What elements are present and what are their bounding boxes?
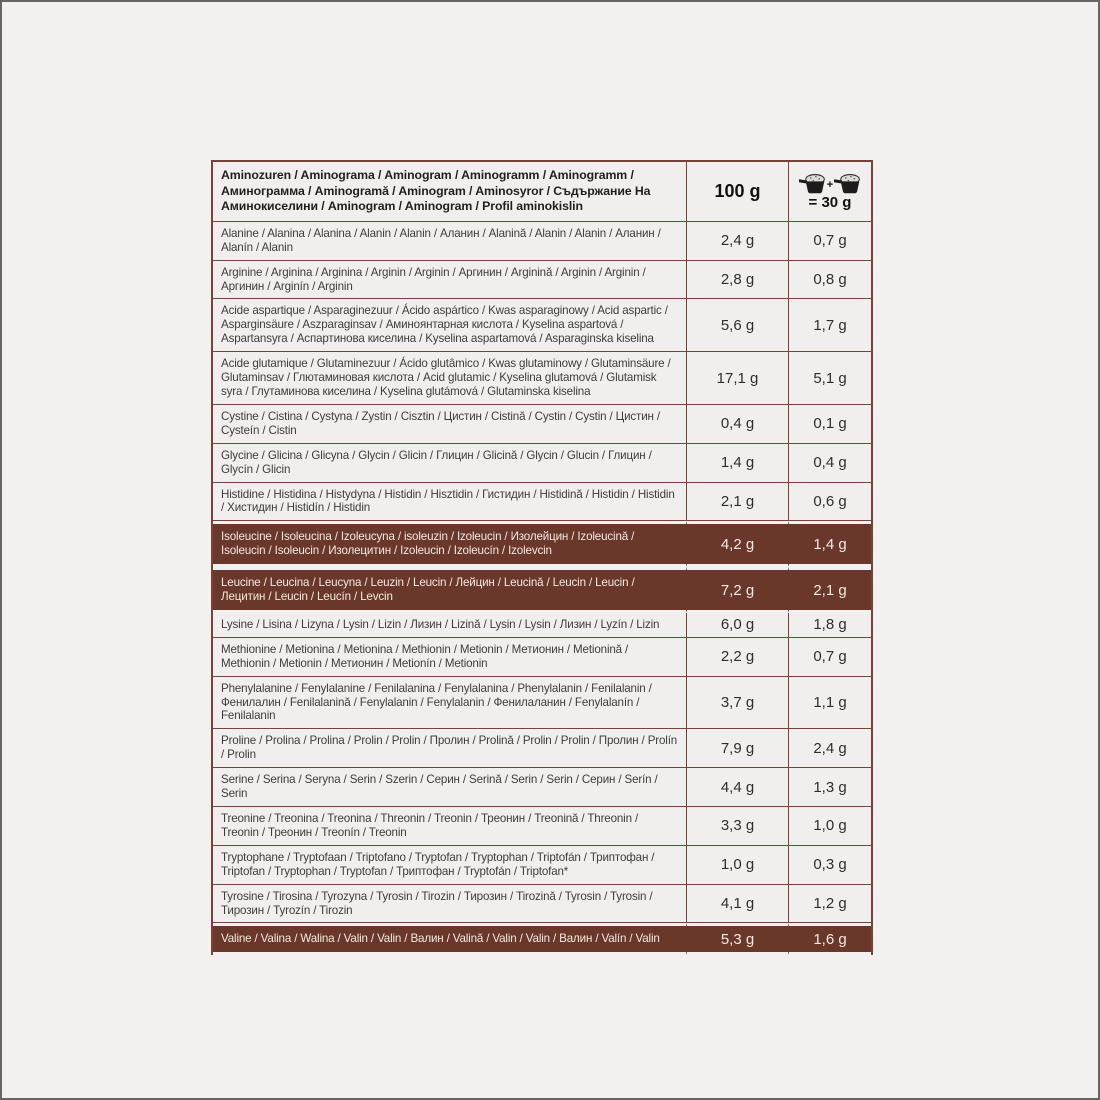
value-per-serving: 1,2 g <box>788 885 871 924</box>
value-per-100g: 17,1 g <box>686 352 788 405</box>
value-per-serving: 5,1 g <box>788 352 871 405</box>
table-header-row <box>213 162 871 222</box>
aminogram-table <box>211 160 873 955</box>
value-per-serving: 1,4 g <box>788 521 871 567</box>
value-per-100g: 1,0 g <box>686 846 788 885</box>
amino-acid-name: Valine / Valina / Walina / Valin / Valin / Валин / Valină / Valin / Valin / Валин / Valín / Valin <box>213 923 686 955</box>
amino-acid-name: Proline / Prolina / Prolina / Prolin / Prolin / Пролин / Prolină / Prolin / Prolin / Пролин / Prolín / Prolin <box>213 729 686 768</box>
value-per-serving: 0,3 g <box>788 846 871 885</box>
table-row <box>213 885 871 924</box>
value-per-100g: 1,4 g <box>686 444 788 483</box>
table-row <box>213 299 871 352</box>
table-row <box>213 846 871 885</box>
value-per-100g: 5,6 g <box>686 299 788 352</box>
value-per-100g: 2,4 g <box>686 222 788 261</box>
serving-weight-label: = 30 g <box>808 194 852 212</box>
value-per-100g: 2,8 g <box>686 261 788 300</box>
value-per-100g: 4,1 g <box>686 885 788 924</box>
value-per-serving: 0,7 g <box>788 638 871 677</box>
value-per-100g: 6,0 g <box>686 613 788 638</box>
table-row <box>213 405 871 444</box>
value-per-100g: 2,1 g <box>686 483 788 522</box>
table-row <box>213 521 871 567</box>
table-row <box>213 768 871 807</box>
amino-acid-name: Phenylalanine / Fenylalanine / Fenilalanina / Fenylalanina / Phenylalanin / Fenilalanin / Фенилалин / Fenilalanină / Fenylalanin / Fenylalanin / Фенилаланин / Fenylalanín / Fenilalanin <box>213 677 686 730</box>
amino-acid-name: Lysine / Lisina / Lizyna / Lysin / Lizin / Лизин / Lizină / Lysin / Lysin / Лизин / Lyzín / Lizin <box>213 613 686 638</box>
two-scoops-icon <box>799 172 861 194</box>
table-row <box>213 923 871 955</box>
table-row <box>213 729 871 768</box>
column-header-serving <box>788 162 871 222</box>
table-row <box>213 222 871 261</box>
value-per-100g: 4,2 g <box>686 521 788 567</box>
table-row <box>213 352 871 405</box>
amino-acid-name: Glycine / Glicina / Glicyna / Glycin / Glicin / Глицин / Glicină / Glycin / Glucin / Глицин / Glycín / Glicin <box>213 444 686 483</box>
value-per-serving: 1,8 g <box>788 613 871 638</box>
value-per-serving: 0,7 g <box>788 222 871 261</box>
value-per-serving: 1,7 g <box>788 299 871 352</box>
amino-acid-name: Methionine / Metionina / Metionina / Methionin / Metionin / Метионин / Metionină / Methionin / Metionin / Метионин / Metionín / Metionin <box>213 638 686 677</box>
value-per-serving: 2,4 g <box>788 729 871 768</box>
table-row <box>213 567 871 613</box>
table-row <box>213 444 871 483</box>
value-per-100g: 7,2 g <box>686 567 788 613</box>
amino-acid-name: Tyrosine / Tirosina / Tyrozyna / Tyrosin / Tirozin / Тирозин / Tirozină / Tyrosin / Tyrosin / Тирозин / Tyrozín / Tirozin <box>213 885 686 924</box>
value-per-serving: 1,6 g <box>788 923 871 955</box>
amino-acid-name: Arginine / Arginina / Arginina / Arginin / Arginin / Аргинин / Arginină / Arginin / Arginin / Аргинин / Arginín / Arginin <box>213 261 686 300</box>
serving-header <box>791 172 869 210</box>
value-per-serving: 1,0 g <box>788 807 871 846</box>
amino-acid-name: Histidine / Histidina / Histydyna / Histidin / Hisztidin / Гистидин / Histidină / Histidin / Histidin / Хистидин / Histidín / Histidin <box>213 483 686 522</box>
value-per-serving: 0,4 g <box>788 444 871 483</box>
value-per-serving: 1,3 g <box>788 768 871 807</box>
value-per-serving: 0,8 g <box>788 261 871 300</box>
aminogram-table-grid <box>213 162 871 955</box>
amino-acid-name: Acide glutamique / Glutaminezuur / Ácido glutâmico / Kwas glutaminowy / Glutaminsäure / Glutaminsav / Глютаминовая кислота / Acid glutamic / Kyselina glutamová / Glutamisk syra / Глутаминова киселина / Kyselina glutámová / Glutaminska kiselina <box>213 352 686 405</box>
value-per-100g: 4,4 g <box>686 768 788 807</box>
value-per-serving: 0,1 g <box>788 405 871 444</box>
table-row <box>213 613 871 638</box>
plus-sign: + <box>826 179 834 192</box>
scoop-icon <box>834 172 861 194</box>
table-row <box>213 261 871 300</box>
amino-acid-name: Acide aspartique / Asparaginezuur / Ácido aspártico / Kwas asparaginowy / Acid aspartic / Asparginsäure / Aszparaginsav / Аминоянтарная кислота / Kyselina aspartová / Aspartansyra / Аспартинова киселина / Kyselina aspartamová / Asparaginska kiselina <box>213 299 686 352</box>
value-per-100g: 2,2 g <box>686 638 788 677</box>
value-per-100g: 3,3 g <box>686 807 788 846</box>
table-row <box>213 638 871 677</box>
table-row <box>213 807 871 846</box>
value-per-serving: 0,6 g <box>788 483 871 522</box>
value-per-100g: 7,9 g <box>686 729 788 768</box>
value-per-serving: 2,1 g <box>788 567 871 613</box>
table-title: Aminozuren / Aminograma / Aminogram / Aminogramm / Aminogramm / Аминограмма / Aminogramă / Aminogram / Aminosyror / Съдържание На Аминокиселини / Aminogram / Aminogram / Profil aminokislin <box>213 162 686 222</box>
value-per-100g: 0,4 g <box>686 405 788 444</box>
column-header-100g: 100 g <box>686 162 788 222</box>
amino-acid-name: Serine / Serina / Seryna / Serin / Szerin / Серин / Serină / Serin / Serin / Серин / Serín / Serin <box>213 768 686 807</box>
amino-acid-name: Tryptophane / Tryptofaan / Triptofano / Tryptofan / Tryptophan / Triptofán / Триптофан / Triptofan / Tryptophan / Tryptofan / Триптофан / Tryptofán / Triptofan* <box>213 846 686 885</box>
table-row <box>213 677 871 730</box>
value-per-serving: 1,1 g <box>788 677 871 730</box>
scoop-icon <box>799 172 826 194</box>
value-per-100g: 3,7 g <box>686 677 788 730</box>
table-row <box>213 483 871 522</box>
amino-acid-name: Leucine / Leucina / Leucyna / Leuzin / Leucin / Лейцин / Leucină / Leucin / Leucin / Лецитин / Leucin / Leucín / Levcin <box>213 567 686 613</box>
amino-acid-name: Isoleucine / Isoleucina / Izoleucyna / isoleuzin / Izoleucin / Изолейцин / Izoleucină / Isoleucin / Isoleucin / Изолецитин / Izoleucin / Izoleucín / Izolevcin <box>213 521 686 567</box>
amino-acid-name: Cystine / Cistina / Cystyna / Zystin / Cisztin / Цистин / Cistină / Cystin / Cystin / Цистин / Cysteín / Cistin <box>213 405 686 444</box>
value-per-100g: 5,3 g <box>686 923 788 955</box>
amino-acid-name: Alanine / Alanina / Alanina / Alanin / Alanin / Аланин / Alanină / Alanin / Alanin / Аланин / Alanín / Alanin <box>213 222 686 261</box>
amino-acid-name: Treonine / Treonina / Treonina / Threonin / Treonin / Треонин / Treonină / Threonin / Treonin / Треонин / Treonín / Treonin <box>213 807 686 846</box>
